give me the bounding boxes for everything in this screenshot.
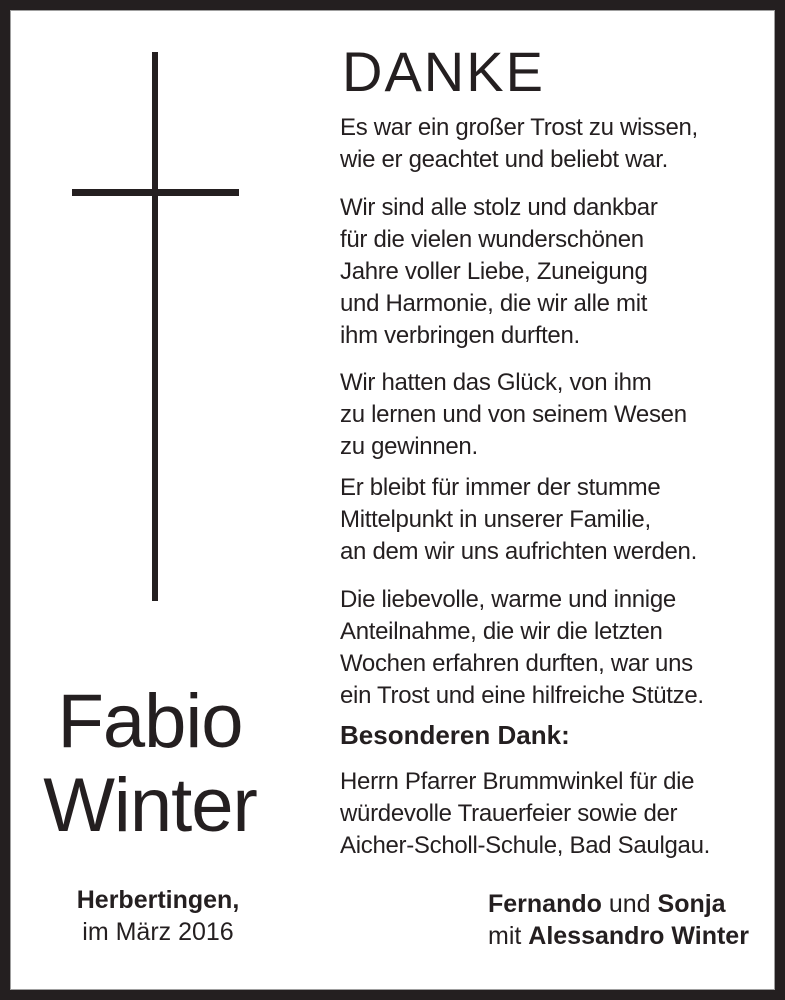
signature-conjunction: mit xyxy=(488,922,529,950)
text-line: Herrn Pfarrer Brummwinkel für die xyxy=(340,768,695,795)
text-line: an dem wir uns aufrichten werden. xyxy=(340,538,697,565)
cross-vertical-bar xyxy=(152,52,158,601)
signature-line-1 xyxy=(488,888,749,920)
date-label: im März 2016 xyxy=(82,918,234,946)
text-line: Jahre voller Liebe, Zuneigung xyxy=(340,258,648,285)
heading-danke: DANKE xyxy=(342,40,545,103)
signer-name: Sonja xyxy=(657,890,726,918)
text-line: Wochen erfahren durften, war uns xyxy=(340,650,693,677)
text-line: wie er geachtet und beliebt war. xyxy=(340,146,668,173)
text-line: zu lernen und von seinem Wesen xyxy=(340,401,687,428)
text-line: Aicher-Scholl-Schule, Bad Saulgau. xyxy=(340,832,711,859)
place-label: Herbertingen, xyxy=(76,886,240,914)
place-date xyxy=(8,884,308,948)
text-line: würdevolle Trauerfeier sowie der xyxy=(340,800,678,827)
text-line: Er bleibt für immer der stumme xyxy=(340,474,661,501)
signer-name: Alessandro Winter xyxy=(528,922,749,950)
paragraph-glueck xyxy=(340,367,687,463)
signature-block xyxy=(488,888,749,952)
text-line: für die vielen wunderschönen xyxy=(340,226,644,253)
deceased-name xyxy=(5,680,295,848)
text-line: Anteilnahme, die wir die letzten xyxy=(340,618,663,645)
deceased-last-name: Winter xyxy=(43,763,257,848)
paragraph-trost xyxy=(340,112,698,176)
signer-name: Fernando xyxy=(488,890,602,918)
text-line: ein Trost und eine hilfreiche Stütze. xyxy=(340,682,704,709)
paragraph-special-thanks xyxy=(340,766,710,862)
paragraph-anteilnahme xyxy=(340,584,704,712)
text-line: Mittelpunkt in unserer Familie, xyxy=(340,506,651,533)
paragraph-mittelpunkt xyxy=(340,472,697,568)
text-line: ihm verbringen durften. xyxy=(340,322,580,349)
paragraph-stolz xyxy=(340,192,658,352)
text-line: Die liebevolle, warme und innige xyxy=(340,586,676,613)
deceased-first-name: Fabio xyxy=(57,679,243,764)
text-line: Es war ein großer Trost zu wissen, xyxy=(340,114,698,141)
text-line: Wir hatten das Glück, von ihm xyxy=(340,369,652,396)
signature-line-2 xyxy=(488,920,749,952)
text-line: zu gewinnen. xyxy=(340,433,478,460)
text-line: und Harmonie, die wir alle mit xyxy=(340,290,648,317)
special-thanks-label: Besonderen Dank: xyxy=(340,720,570,750)
text-line: Wir sind alle stolz und dankbar xyxy=(340,194,658,221)
cross-horizontal-bar xyxy=(72,189,239,196)
signature-conjunction: und xyxy=(601,890,658,918)
